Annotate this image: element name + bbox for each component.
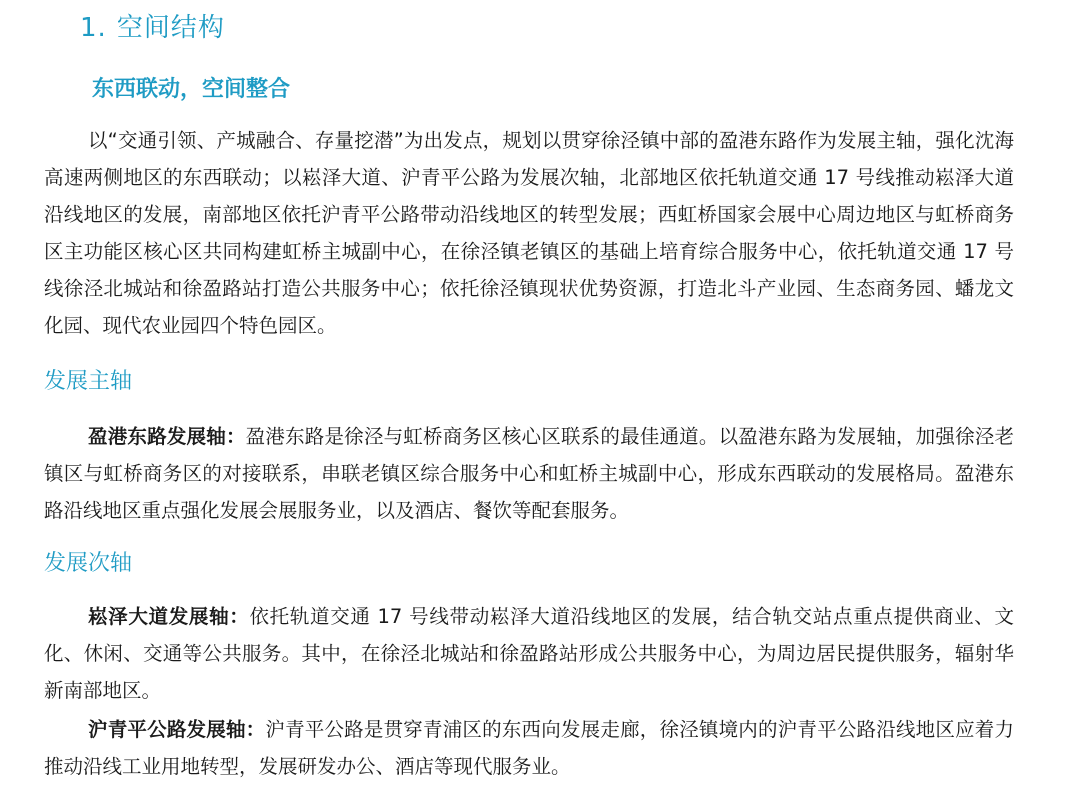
- secondary-axis-heading: 发展次轴: [44, 551, 133, 576]
- main-axis-paragraph: [44, 418, 1014, 529]
- huqingping-axis-text: 沪青平公路是贯穿青浦区的东西向发展走廊，徐泾镇境内的沪青平公路沿线地区应着力推动沿线工业用地转型，发展研发办公、酒店等现代服务业。: [44, 718, 1014, 778]
- huqingping-axis-paragraph: [44, 711, 1014, 785]
- section-number: 1.: [80, 13, 107, 43]
- main-axis-term: 盈港东路发展轴：: [88, 425, 246, 448]
- songze-axis-term: 崧泽大道发展轴：: [88, 605, 250, 628]
- section-heading: [80, 8, 225, 48]
- songze-axis-text: 依托轨道交通 17 号线带动崧泽大道沿线地区的发展，结合轨交站点重点提供商业、文化、休闲、交通等公共服务。其中，在徐泾北城站和徐盈路站形成公共服务中心，为周边居民提供服务，辐射华新南部地区。: [44, 605, 1014, 702]
- main-axis-text: 盈港东路是徐泾与虹桥商务区核心区联系的最佳通道。以盈港东路为发展轴，加强徐泾老镇区与虹桥商务区的对接联系，串联老镇区综合服务中心和虹桥主城副中心，形成东西联动的发展格局。盈港东路沿线地区重点强化发展会展服务业，以及酒店、餐饮等配套服务。: [44, 425, 1014, 522]
- section-title: 空间结构: [116, 13, 225, 43]
- section-subtitle: 东西联动，空间整合: [92, 77, 291, 102]
- huqingping-axis-term: 沪青平公路发展轴：: [88, 718, 266, 741]
- intro-paragraph: 以“交通引领、产城融合、存量挖潜”为出发点，规划以贯穿徐泾镇中部的盈港东路作为发展主轴，强化沈海高速两侧地区的东西联动；以崧泽大道、沪青平公路为发展次轴，北部地区依托轨道交通 17 号线推动崧泽大道沿线地区的发展，南部地区依托沪青平公路带动沿线地区的转型发展；西虹桥国家会展中心周边地区与虹桥商务区主功能区核心区共同构建虹桥主城副中心，在徐泾镇老镇区的基础上培育综合服务中心，依托轨道交通 17 号线徐泾北城站和徐盈路站打造公共服务中心；依托徐泾镇现状优势资源，打造北斗产业园、生态商务园、蟠龙文化园、现代农业园四个特色园区。: [44, 129, 1014, 337]
- main-axis-heading: 发展主轴: [44, 369, 133, 394]
- songze-axis-paragraph: [44, 598, 1014, 709]
